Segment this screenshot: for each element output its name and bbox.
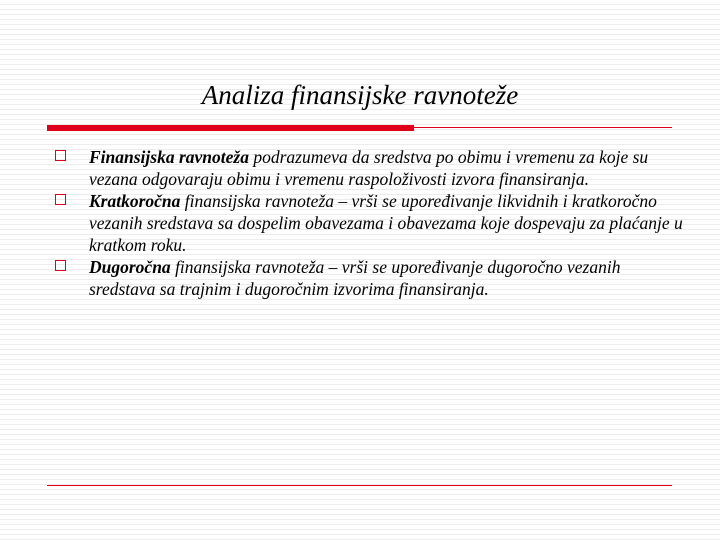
bullet-text: finansijska ravnoteža – vrši se upoređivanje dugoročno vezanih sredstava sa trajnim i dugoročnim izvorima finansiranja. bbox=[89, 257, 621, 299]
bullet-item bbox=[55, 146, 685, 190]
title-underline-bar bbox=[47, 125, 414, 131]
square-bullet-icon bbox=[55, 260, 66, 271]
bullet-lead-term: Kratkoročna bbox=[89, 191, 181, 211]
bullet-text: podrazumeva da sredstva po obimu i vremenu za koje su vezana odgovaraju obimu i vremenu raspoloživosti izvora finansiranja. bbox=[89, 147, 649, 189]
bullet-list bbox=[55, 146, 685, 300]
footer-divider bbox=[47, 485, 672, 486]
bullet-lead-term: Finansijska ravnoteža bbox=[89, 147, 249, 167]
bullet-item bbox=[55, 256, 685, 300]
square-bullet-icon bbox=[55, 194, 66, 205]
title-underline-line bbox=[414, 127, 672, 128]
square-bullet-icon bbox=[55, 150, 66, 161]
slide-title: Analiza finansijske ravnoteže bbox=[201, 80, 519, 110]
bullet-lead-term: Dugoročna bbox=[89, 257, 171, 277]
bullet-text: finansijska ravnoteža – vrši se upoređivanje likvidnih i kratkoročno vezanih sredstava sa dospelim obavezama i obavezama koje dospevaju za plaćanje u kratkom roku. bbox=[89, 191, 683, 255]
bullet-item bbox=[55, 190, 685, 256]
